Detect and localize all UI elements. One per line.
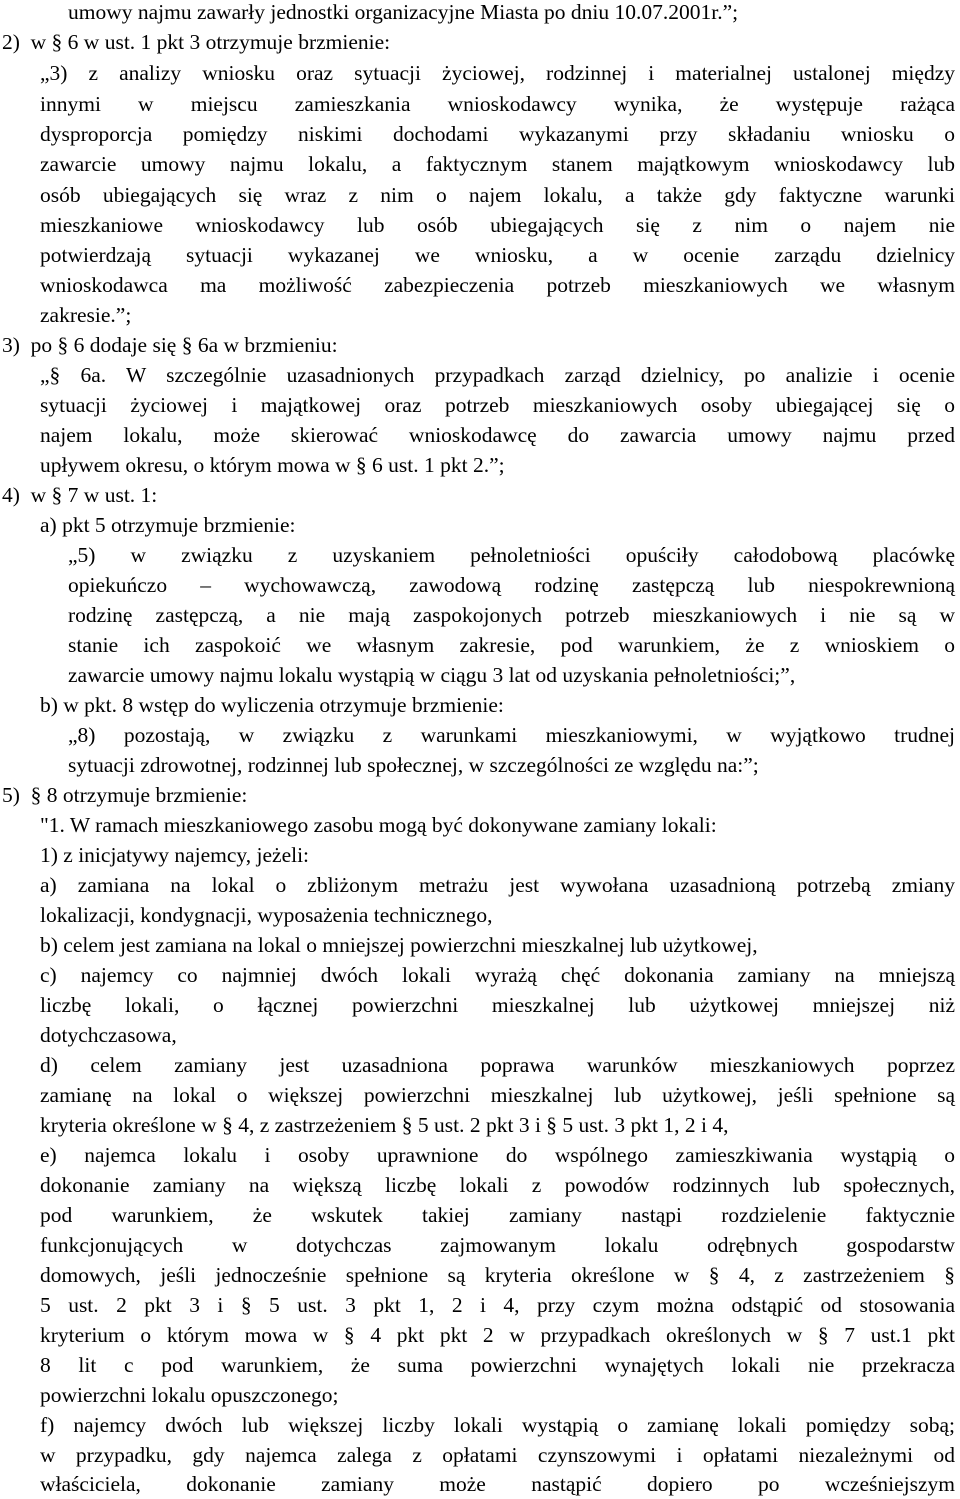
text-line: „8) pozostają, w związku z warunkami mieszkaniowymi, w wyjątkowo trudnej — [68, 723, 955, 747]
text-line: 8 lit c pod warunkiem, że suma powierzchni wynajętych lokali nie przekracza — [40, 1353, 955, 1377]
text-line: zamianę na lokal o większej powierzchni mieszkalnej lub użytkowej, jeśli spełnione są — [40, 1083, 955, 1107]
text-line: wnioskodawca ma możliwość zabezpieczenia potrzeb mieszkaniowych we własnym — [40, 273, 955, 297]
text-line: opiekuńczo – wychowawczą, zawodową rodzinę zastępczą lub niespokrewnioną — [68, 573, 955, 597]
text-line: a) zamiana na lokal o zbliżonym metrażu jest wywołana uzasadnioną potrzebą zmiany — [40, 873, 955, 897]
text-line: rodzinę zastępczą, a nie mają zaspokojonych potrzeb mieszkaniowych i nie są w — [68, 603, 955, 627]
text-line: powierzchni lokalu opuszczonego; — [40, 1383, 339, 1407]
text-line: zakresie.”; — [40, 303, 132, 327]
text-line: „5) w związku z uzyskaniem pełnoletniości opuściły całodobową placówkę — [68, 543, 955, 567]
text-line: zawarcie umowy najmu lokalu, a faktycznym stanem majątkowym wnioskodawcy lub — [40, 152, 955, 176]
text-line: mieszkaniowe wnioskodawcy lub osób ubiegających się z nim o najem nie — [40, 213, 955, 237]
text-line: kryterium o którym mowa w § 4 pkt pkt 2 w przypadkach określonych w § 7 ust.1 pkt — [40, 1323, 955, 1347]
text-line: 5) § 8 otrzymuje brzmienie: — [2, 783, 248, 807]
text-line: d) celem zamiany jest uzasadniona poprawa warunków mieszkaniowych poprzez — [40, 1053, 955, 1077]
text-line: dokonanie zamiany na większą liczbę lokali z powodów rodzinnych lub społecznych, — [40, 1173, 955, 1197]
text-line: osób ubiegających się wraz z nim o najem lokalu, a także gdy faktyczne warunki — [40, 183, 955, 207]
text-line: liczbę lokali, o łącznej powierzchni mieszkalnej lub użytkowej mniejszej niż — [40, 993, 955, 1017]
text-line: pod warunkiem, że wskutek takiej zamiany nastąpi rozdzielenie faktycznie — [40, 1203, 955, 1227]
text-line: "1. W ramach mieszkaniowego zasobu mogą być dokonywane zamiany lokali: — [40, 813, 717, 837]
text-line: najem lokalu, może skierować wnioskodawcę do zawarcia umowy najmu przed — [40, 423, 955, 447]
text-line: 5 ust. 2 pkt 3 i § 5 ust. 3 pkt 1, 2 i 4, przy czym można odstąpić od stosowania — [40, 1293, 955, 1317]
text-line: 2) w § 6 w ust. 1 pkt 3 otrzymuje brzmienie: — [2, 30, 391, 54]
text-line: lokalizacji, kondygnacji, wyposażenia technicznego, — [40, 903, 493, 927]
text-line: b) celem jest zamiana na lokal o mniejszej powierzchni mieszkalnej lub użytkowej, — [40, 933, 758, 957]
text-line: w przypadku, gdy najemca zalega z opłatami czynszowymi i opłatami niezależnymi od — [40, 1443, 955, 1467]
text-line: 4) w § 7 w ust. 1: — [2, 483, 158, 507]
text-line: stanie ich zaspokoić we własnym zakresie, pod warunkiem, że z wnioskiem o — [68, 633, 955, 657]
text-line: właściciela, dokonanie zamiany może nastąpić dopiero po wcześniejszym — [40, 1472, 955, 1496]
text-line: f) najemcy dwóch lub większej liczby lokali wystąpią o zamianę lokali pomiędzy sobą; — [40, 1413, 955, 1437]
text-line: zawarcie umowy najmu lokalu wystąpią w ciągu 3 lat od uzyskania pełnoletniości;”, — [68, 663, 796, 687]
text-line: innymi w miejscu zamieszkania wnioskodawcy wynika, że występuje rażąca — [40, 92, 955, 116]
text-line: b) w pkt. 8 wstęp do wyliczenia otrzymuje brzmienie: — [40, 693, 504, 717]
text-line: e) najemca lokalu i osoby uprawnione do wspólnego zamieszkiwania wystąpią o — [40, 1143, 955, 1167]
text-line: funkcjonujących w dotychczas zajmowanym lokalu odrębnych gospodarstw — [40, 1233, 955, 1257]
text-line: sytuacji zdrowotnej, rodzinnej lub społecznej, w szczególności ze względu na:”; — [68, 753, 759, 777]
text-line: dotychczasowa, — [40, 1023, 177, 1047]
text-line: 1) z inicjatywy najemcy, jeżeli: — [40, 843, 310, 867]
text-line: dysproporcja pomiędzy niskimi dochodami wykazanymi przy składaniu wniosku o — [40, 122, 955, 146]
text-line: sytuacji życiowej i majątkowej oraz potrzeb mieszkaniowych osoby ubiegającej się o — [40, 393, 955, 417]
text-line: potwierdzają sytuacji wykazanej we wniosku, a w ocenie zarządu dzielnicy — [40, 243, 955, 267]
text-line: a) pkt 5 otrzymuje brzmienie: — [40, 513, 296, 537]
text-line: umowy najmu zawarły jednostki organizacyjne Miasta po dniu 10.07.2001r.”; — [68, 0, 739, 24]
text-line: domowych, jeśli jednocześnie spełnione są kryteria określone w § 4, z zastrzeżeniem § — [40, 1263, 955, 1287]
text-line: „§ 6a. W szczególnie uzasadnionych przypadkach zarząd dzielnicy, po analizie i ocenie — [40, 363, 955, 387]
text-line: kryteria określone w § 4, z zastrzeżeniem § 5 ust. 2 pkt 3 i § 5 ust. 3 pkt 1, 2 i 4, — [40, 1113, 729, 1137]
text-line: 3) po § 6 dodaje się § 6a w brzmieniu: — [2, 333, 338, 357]
text-line: upływem okresu, o którym mowa w § 6 ust. 1 pkt 2.”; — [40, 453, 505, 477]
text-line: c) najemcy co najmniej dwóch lokali wyrażą chęć dokonania zamiany na mniejszą — [40, 963, 955, 987]
text-line: „3) z analizy wniosku oraz sytuacji życiowej, rodzinnej i materialnej ustalonej między — [40, 61, 955, 85]
